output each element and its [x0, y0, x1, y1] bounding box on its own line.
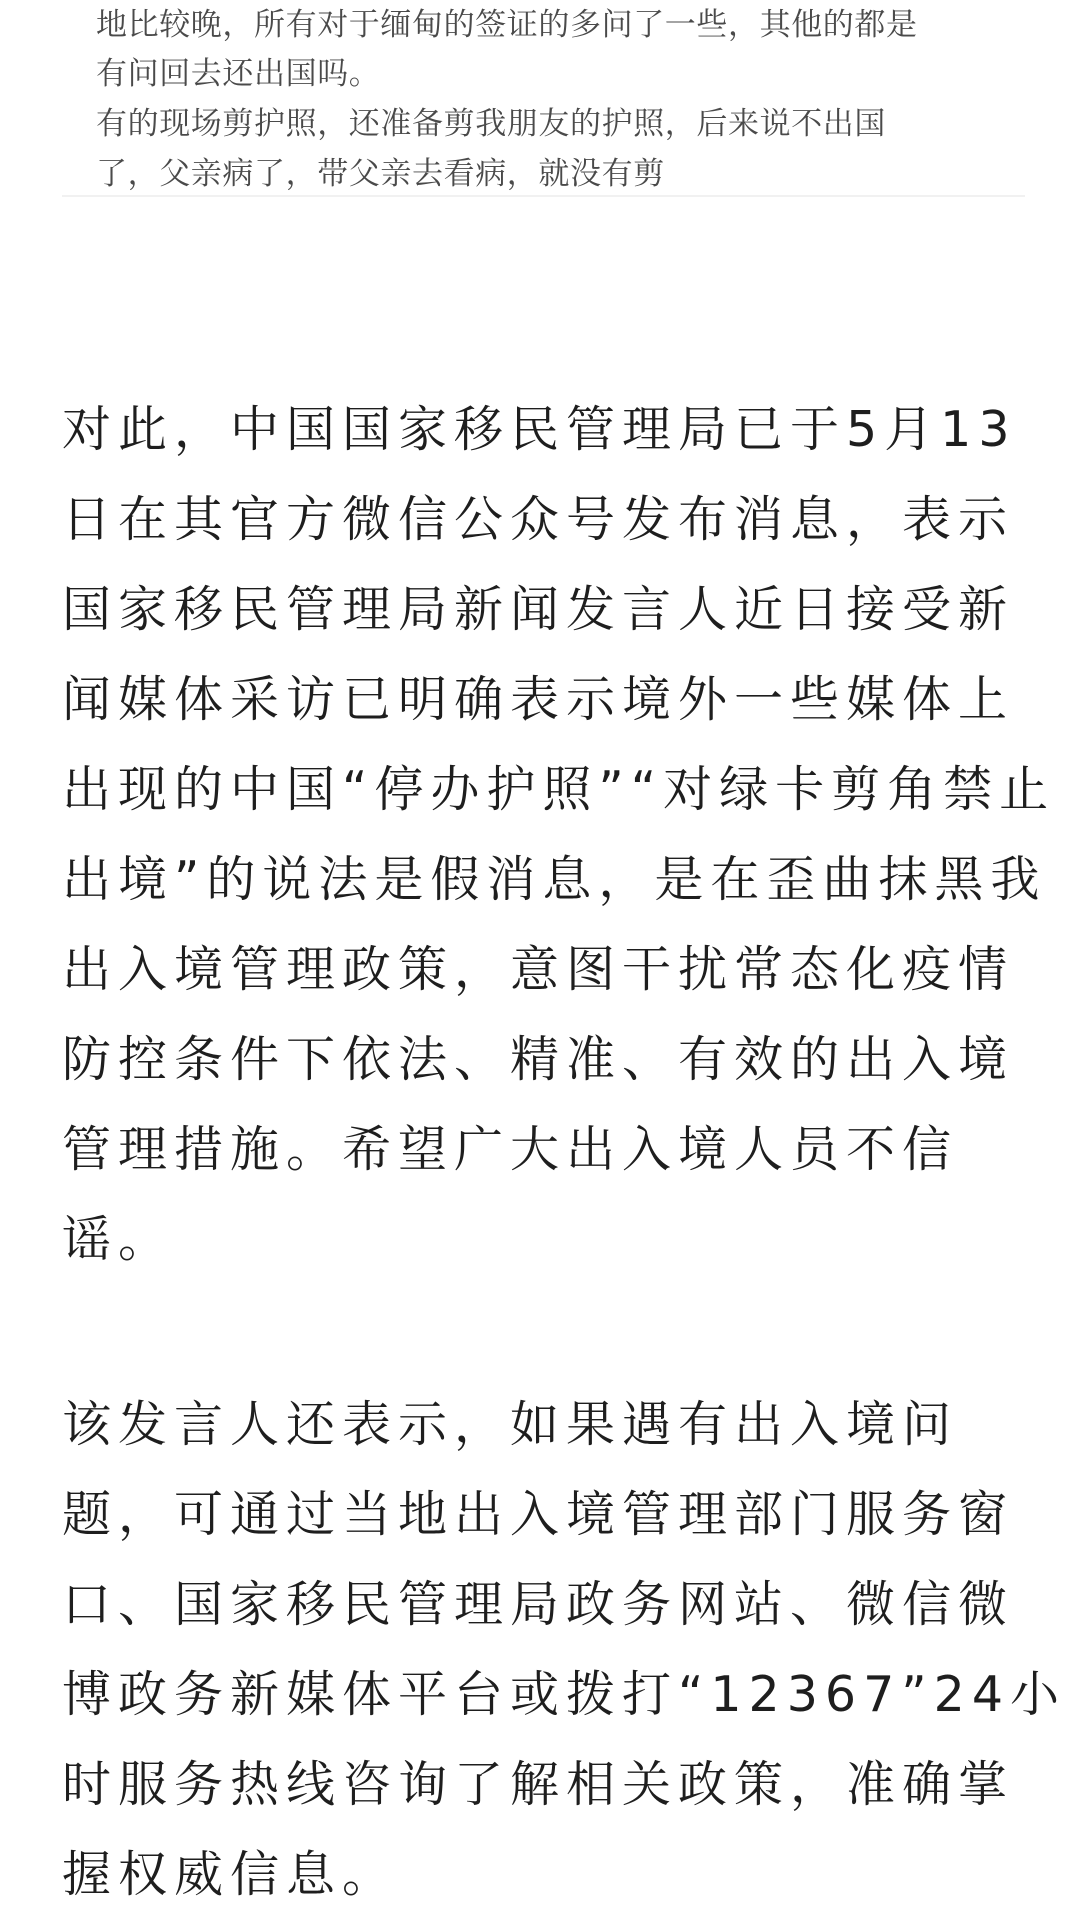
paragraph-line: 管理措施。希望广大出入境人员不信	[62, 1121, 959, 1178]
paragraph-line: 谣。	[62, 1211, 175, 1268]
paragraph-line: 闻媒体采访已明确表示境外一些媒体上	[62, 671, 1015, 728]
quoted-screenshot-excerpt	[62, 0, 1025, 197]
paragraph-line: 日在其官方微信公众号发布消息，表示	[62, 491, 1015, 548]
quote-line: 了，父亲病了，带父亲去看病，就没有剪	[96, 156, 665, 192]
paragraph-line: 口、国家移民管理局政务网站、微信微	[62, 1576, 1015, 1633]
paragraph-line: 出境”的说法是假消息，是在歪曲抹黑我	[62, 851, 1047, 908]
paragraph-line: 题，可通过当地出入境管理部门服务窗	[62, 1486, 1015, 1543]
quote-line: 地比较晚，所有对于缅甸的签证的多问了一些，其他的都是	[96, 7, 918, 43]
quote-line: 有问回去还出国吗。	[96, 56, 381, 92]
paragraph-line: 国家移民管理局新闻发言人近日接受新	[62, 581, 1015, 638]
paragraph-line: 时服务热线咨询了解相关政策，准确掌	[62, 1756, 1015, 1813]
paragraph-line: 博政务新媒体平台或拨打“12367”24小	[62, 1666, 1066, 1723]
paragraph-line: 出现的中国“停办护照”“对绿卡剪角禁止	[62, 761, 1056, 818]
paragraph-line: 出入境管理政策，意图干扰常态化疫情	[62, 941, 1015, 998]
paragraph-line: 该发言人还表示，如果遇有出入境问	[62, 1396, 959, 1453]
quote-line: 有的现场剪护照，还准备剪我朋友的护照，后来说不出国	[96, 106, 886, 142]
paragraph-line: 握权威信息。	[62, 1846, 399, 1903]
paragraph-line: 对此，中国国家移民管理局已于5月13	[62, 401, 1017, 458]
paragraph-line: 防控条件下依法、精准、有效的出入境	[62, 1031, 1015, 1088]
